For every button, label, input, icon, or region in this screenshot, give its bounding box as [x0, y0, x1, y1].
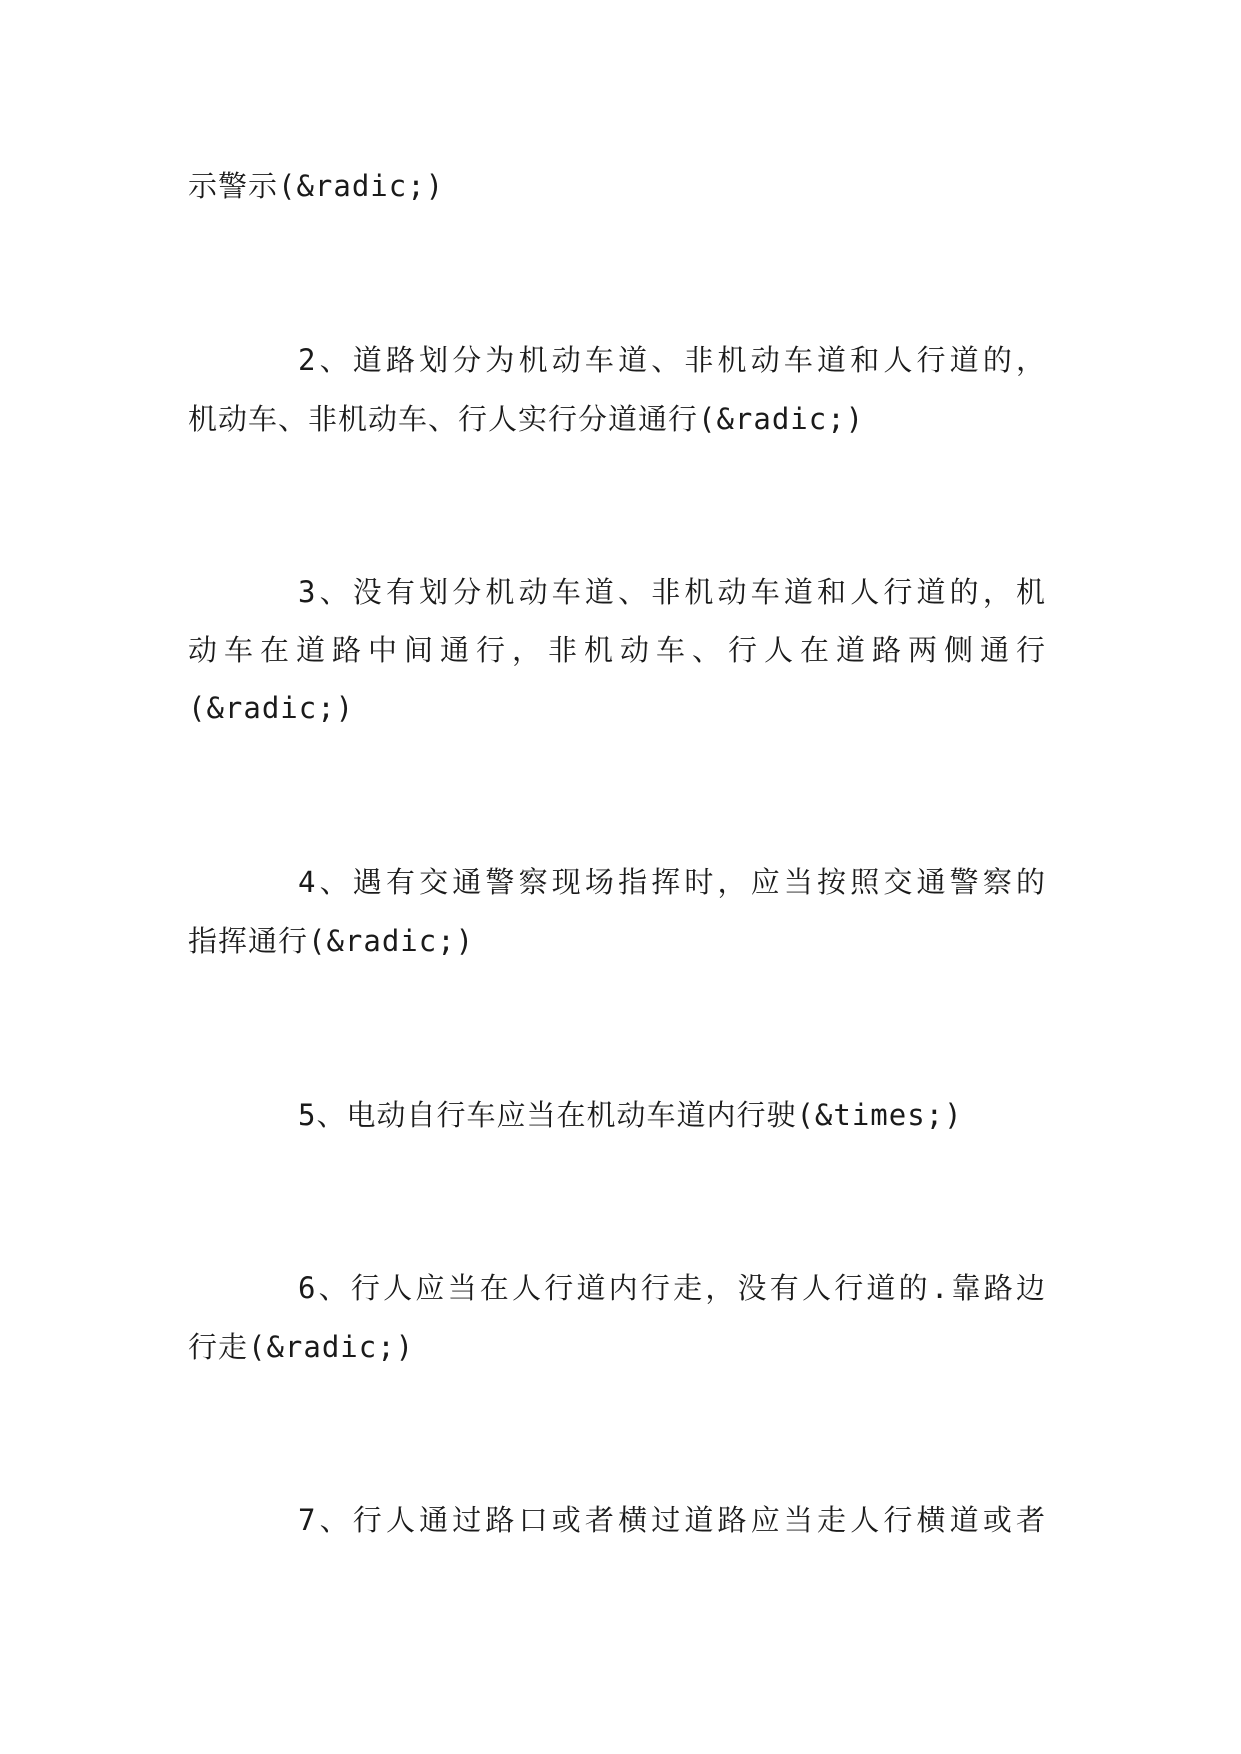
paragraph-2-line-1: 2、道路划分为机动车道、非机动车道和人行道的，: [298, 343, 1046, 377]
paragraph-4-line-2: 指挥通行(&radic;): [188, 924, 475, 958]
paragraph-6-line-2: 行走(&radic;): [188, 1330, 415, 1364]
paragraph-1-line-1: 示警示(&radic;): [188, 169, 445, 203]
paragraph-3-line-1: 3、没有划分机动车道、非机动车道和人行道的，机: [298, 575, 1046, 609]
paragraph-6-line-1: 6、行人应当在人行道内行走，没有人行道的.靠路边: [298, 1271, 1046, 1305]
paragraph-3-line-2: 动车在道路中间通行，非机动车、行人在道路两侧通行: [188, 633, 1046, 667]
paragraph-5-line-1: 5、电动自行车应当在机动车道内行驶(&times;): [298, 1098, 963, 1132]
paragraph-4-line-1: 4、遇有交通警察现场指挥时，应当按照交通警察的: [298, 865, 1046, 899]
paragraph-2-line-2: 机动车、非机动车、行人实行分道通行(&radic;): [188, 402, 865, 436]
paragraph-7-line-1: 7、行人通过路口或者横过道路应当走人行横道或者: [298, 1503, 1046, 1537]
paragraph-3-line-3: (&radic;): [188, 691, 355, 725]
